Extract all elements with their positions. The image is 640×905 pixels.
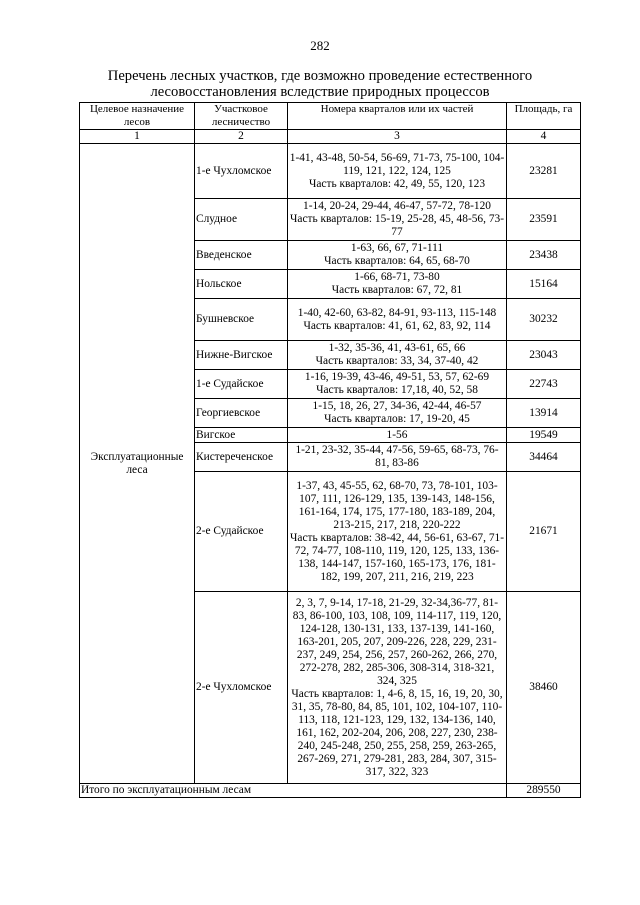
area-cell: 23591 <box>507 199 581 241</box>
total-label: Итого по эксплуатационным лесам <box>80 784 507 798</box>
area-cell: 23281 <box>507 144 581 199</box>
quarters-list: 1-56 <box>386 428 408 441</box>
column-number: 1 <box>80 130 195 144</box>
total-area: 289550 <box>507 784 581 798</box>
column-number: 3 <box>288 130 507 144</box>
forestry-name: Кистереченское <box>195 443 288 472</box>
forestry-name: 1-е Чухломское <box>195 144 288 199</box>
forestry-name: 2-е Судайское <box>195 472 288 592</box>
header-area: Площадь, га <box>507 103 581 130</box>
quarters-cell <box>288 241 507 270</box>
total-row <box>80 784 581 798</box>
header-purpose: Целевое назначение лесов <box>80 103 195 130</box>
quarters-list: 1-16, 19-39, 43-46, 49-51, 53, 57, 62-69 <box>304 371 490 383</box>
area-cell: 21671 <box>507 472 581 592</box>
quarters-cell <box>288 341 507 370</box>
header-quarters: Номера кварталов или их частей <box>288 103 507 130</box>
forestry-name: Введенское <box>195 241 288 270</box>
quarter-parts-list: Часть кварталов: 42, 49, 55, 120, 123 <box>308 177 486 190</box>
quarters-list: 1-41, 43-48, 50-54, 56-69, 71-73, 75-100, 104-119, 121, 122, 124, 125 <box>289 151 505 177</box>
forestry-name: 2-е Чухломское <box>195 592 288 784</box>
quarter-parts-list: Часть кварталов: 67, 72, 81 <box>331 284 463 296</box>
title-line-2: лесовосстановления вследствие природных процессов <box>150 84 490 100</box>
header-forestry: Участковое лесничество <box>195 103 288 130</box>
area-cell: 19549 <box>507 428 581 443</box>
quarters-cell <box>288 592 507 784</box>
quarters-list: 1-40, 42-60, 63-82, 84-91, 93-113, 115-148 <box>297 306 497 319</box>
quarters-cell <box>288 370 507 399</box>
quarters-list: 1-15, 18, 26, 27, 34-36, 42-44, 46-57 <box>312 400 482 412</box>
forestry-name: Нижне-Вигское <box>195 341 288 370</box>
table-body <box>80 144 581 784</box>
forestry-name: 1-е Судайское <box>195 370 288 399</box>
quarter-parts-list: Часть кварталов: 17, 19-20, 45 <box>324 413 470 425</box>
forestry-name: Бушневское <box>195 299 288 341</box>
quarters-cell <box>288 472 507 592</box>
quarter-parts-list: Часть кварталов: 64, 65, 68-70 <box>324 255 470 267</box>
quarters-list: 1-14, 20-24, 29-44, 46-47, 57-72, 78-120 <box>303 200 491 212</box>
area-cell: 30232 <box>507 299 581 341</box>
quarter-parts-list: Часть кварталов: 33, 34, 37-40, 42 <box>315 355 479 367</box>
area-cell: 34464 <box>507 443 581 472</box>
column-number-row <box>80 130 581 144</box>
quarters-list: 1-63, 66, 67, 71-111 <box>350 242 444 254</box>
page-title <box>60 68 580 100</box>
quarter-parts-list: Часть кварталов: 17,18, 40, 52, 58 <box>316 384 478 396</box>
column-number: 2 <box>195 130 288 144</box>
forestry-name: Нольское <box>195 270 288 299</box>
quarter-parts-list: Часть кварталов: 1, 4-6, 8, 15, 16, 19, 20, 30, 31, 35, 78-80, 84, 85, 101, 102, 104-107, 110-113, 118, 121-123, 129, 132, 134-136, 140, 161, 162, 202-204, 206, 208, 227, 230, 238-240, 245-248, 250, 255, 258, 259, 263-265, 267-269, 271, 279-281, 283, 284, 307, 315-317, 322, 323 <box>291 687 503 778</box>
quarters-cell <box>288 299 507 341</box>
quarters-cell <box>288 399 507 428</box>
quarters-list: 2, 3, 7, 9-14, 17-18, 21-29, 32-34,36-77, 81-83, 86-100, 103, 108, 109, 114-117, 119, 120, 124-128, 130-131, 133, 137-139, 141-160, 163-201, 205, 207, 209-226, 228, 229, 231-237, 249, 254, 256, 257, 260-262, 266, 270, 272-278, 282, 285-306, 308-314, 318-321, 324, 325 <box>292 596 502 687</box>
quarters-cell <box>288 428 507 443</box>
quarters-list: 1-32, 35-36, 41, 43-61, 65, 66 <box>328 342 466 354</box>
forestry-name: Георгиевское <box>195 399 288 428</box>
quarters-list: 1-37, 43, 45-55, 62, 68-70, 73, 78-101, 103-107, 111, 126-129, 135, 139-143, 148-156, 161-164, 174, 175, 177-180, 183-189, 204, 213-215, 217, 218, 220-222 <box>296 479 498 531</box>
forest-plots-table <box>79 102 581 798</box>
table-row <box>80 144 581 199</box>
area-cell: 15164 <box>507 270 581 299</box>
area-cell: 13914 <box>507 399 581 428</box>
quarters-list: 1-21, 23-32, 35-44, 47-56, 59-65, 68-73, 76-81, 83-86 <box>295 444 499 469</box>
area-cell: 38460 <box>507 592 581 784</box>
quarter-parts-list: Часть кварталов: 15-19, 25-28, 45, 48-56, 73-77 <box>289 213 505 238</box>
purpose-cell: Эксплуатационные леса <box>80 144 195 784</box>
area-cell: 22743 <box>507 370 581 399</box>
forestry-name: Слудное <box>195 199 288 241</box>
quarters-cell <box>288 443 507 472</box>
area-cell: 23043 <box>507 341 581 370</box>
table-header-row <box>80 103 581 130</box>
quarter-parts-list: Часть кварталов: 41, 61, 62, 83, 92, 114 <box>303 319 491 332</box>
area-cell: 23438 <box>507 241 581 270</box>
quarters-list: 1-66, 68-71, 73-80 <box>354 271 440 283</box>
quarters-cell <box>288 270 507 299</box>
quarters-cell <box>288 144 507 199</box>
forestry-name: Вигское <box>195 428 288 443</box>
page-number: 282 <box>310 38 330 53</box>
column-number: 4 <box>507 130 581 144</box>
title-line-1: Перечень лесных участков, где возможно проведение естественного <box>107 68 533 84</box>
quarter-parts-list: Часть кварталов: 38-42, 44, 56-61, 63-67, 71-72, 74-77, 108-110, 119, 120, 125, 133, 136-138, 144-147, 157-160, 165-173, 176, 181-182, 199, 207, 211, 216, 219, 223 <box>289 531 505 583</box>
quarters-cell <box>288 199 507 241</box>
